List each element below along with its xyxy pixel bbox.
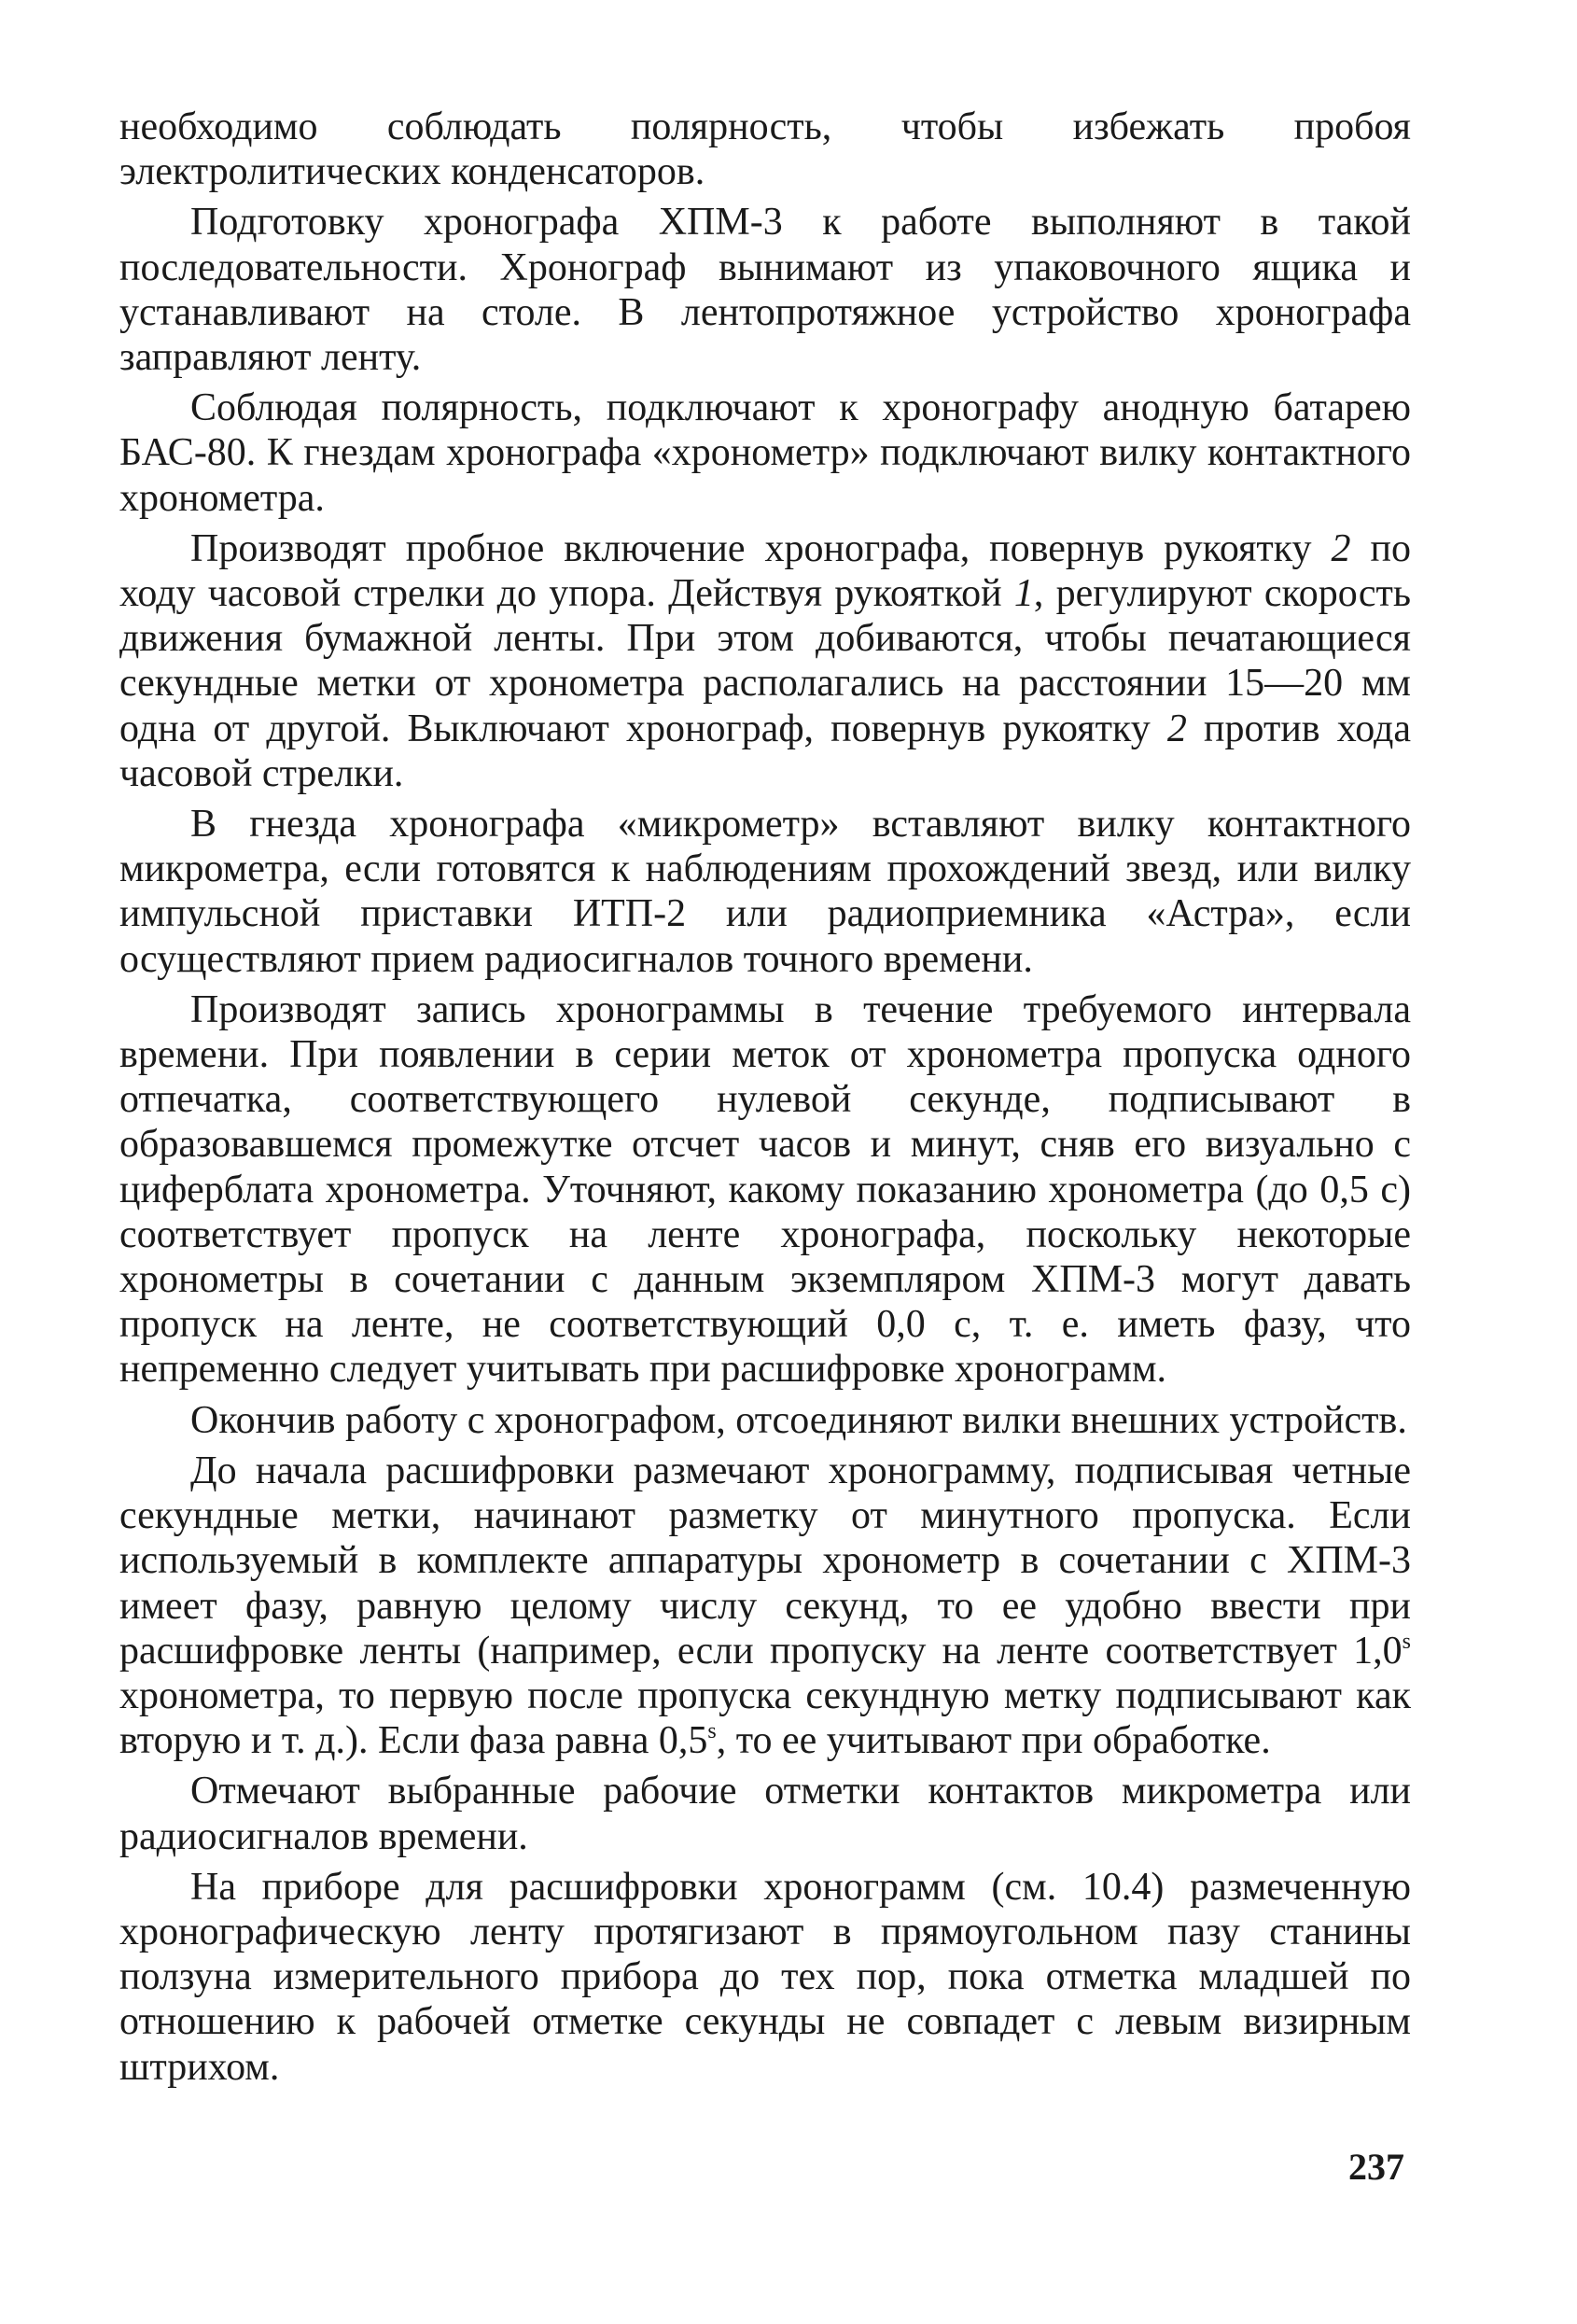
seconds-superscript-2: s <box>707 1719 717 1744</box>
paragraph-6: Производят запись хронограммы в течение требуемого интервала времени. При появлении в серии меток от хронометра пропуска одного отпечатка, соответствующего нулевой секунде, подписывают в образовавшемся промежутке отсчет часов и минут, сняв его визуально с циферблата хронометра. Уточняют, какому показанию хронометра (до 0,5 с) соответствует пропуск на ленте хронографа, поскольку некоторые хронометры в сочетании с данным экземпляром ХПМ-3 могут давать пропуск на ленте, не соответствующий 0,0 с, т. е. иметь фазу, что непременно следует учитывать при расшифровке хронограмм. <box>119 987 1411 1392</box>
paragraph-2: Подготовку хронографа ХПМ-3 к работе выполняют в такой последовательности. Хронограф вынимают из упаковочного ящика и устанавливают на столе. В лентопротяжное устройство хронографа заправляют ленту. <box>119 201 1411 380</box>
paragraph-3: Соблюдая полярность, подключают к хронографу анодную батарею БАС-80. К гнездам хронографа «хронометр» подключают вилку контактного хронометра. <box>119 386 1411 520</box>
page-number: 237 <box>1348 2146 1404 2188</box>
paragraph-8-text-2: хронометра, то первую после пропуска секундную метку подписывают как вторую и т. д.). Если фаза равна 0,5 <box>119 1673 1411 1763</box>
paragraph-4-text-4: против хода часовой стрелки. <box>119 707 1411 795</box>
page-body <box>119 105 1411 2095</box>
paragraph-4-text-1: Производят пробное включение хронографа, повернув рукоятку <box>190 526 1332 570</box>
paragraph-8-text-1: До начала расшифровки размечают хронограмму, подписывая четные секундные метки, начинают разметку от минутного пропуска. Если используемый в комплекте аппаратуры хронометр в сочетании с ХПМ-3 имеет фазу, равную целому числу секунд, то ее удобно ввести при расшифровке ленты (например, если пропуску на ленте соответствует 1,0 <box>119 1449 1411 1673</box>
handle-2-label: 2 <box>1331 526 1351 570</box>
paragraph-4-text-3: , регулируют скорость движения бумажной ленты. При этом добиваются, чтобы печатающиеся секундные метки от хронометра располагались на расстоянии 15—20 мм одна от другой. Выключают хронограф, повернув рукоятку <box>119 572 1411 750</box>
paragraph-1: необходимо соблюдать полярность, чтобы избежать пробоя электролитических конденсаторов. <box>119 105 1411 194</box>
paragraph-4-text-2: по ходу часовой стрелки до упора. Действуя рукояткой <box>119 526 1411 616</box>
paragraph-10: На приборе для расшифровки хронограмм (см. 10.4) размеченную хронографическую ленту протягизают в прямоугольном пазу станины ползуна измерительного прибора до тех пор, пока отметка младшей по отношению к рабочей отметке секунды не совпадет с левым визирным штрихом. <box>119 1865 1411 2089</box>
paragraph-7: Окончив работу с хронографом, отсоединяют вилки внешних устройств. <box>190 1398 1407 1442</box>
paragraph-9: Отмечают выбранные рабочие отметки контактов микрометра или радиосигналов времени. <box>119 1770 1411 1858</box>
handle-1-label: 1 <box>1013 572 1034 616</box>
paragraph-5: В гнезда хронографа «микрометр» вставляют вилку контактного микрометра, если готовятся к наблюдениям прохождений звезд, или вилку импульсной приставки ИТП-2 или радиоприемника «Астра», если осуществляют прием радиосигналов точного времени. <box>119 803 1411 981</box>
paragraph-8-text-3: , то ее учитывают при обработке. <box>716 1719 1271 1763</box>
handle-2-label-second: 2 <box>1166 707 1187 750</box>
paragraph-4 <box>119 526 1411 796</box>
seconds-superscript-1: s <box>1402 1629 1411 1654</box>
paragraph-8 <box>119 1449 1411 1763</box>
